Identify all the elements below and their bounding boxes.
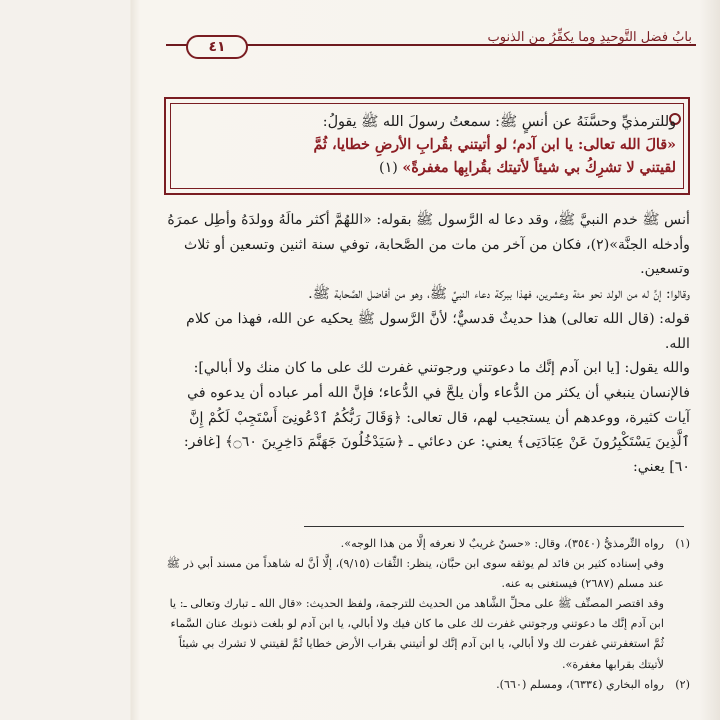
paragraph: أنس ﷺ خدم النبيَّ ﷺ، وقد دعا له الرَّسول ﷺ بقوله: «اللهُمَّ أكثر مالَهُ وولدَهُ وأطِل عمرَهُ وأدخله الجنَّة»(٢)، فكان من آخر من مات من الصَّحابة، توفي سنة اثنين وتسعين أو ثلاث وتسعين.	[167, 212, 690, 278]
paragraph: وقالوا: إنَّ له من الولد نحو مئة وعشرين، فهذا ببركة دعاء النبيِّ ﷺ، وهو من أفاضل الصَّحابة ﷺ.	[308, 286, 690, 303]
paragraph: والله يقول: [يا ابن آدم إنَّك ما دعوتني ورجوتني غفرت لك على ما كان منك ولا أبالي]: فالإنسان ينبغي أن يكثر من الدُّعاء وأن يلحَّ في الدُّعاء؛ فإنَّ الله أمر عباده أن يدعوه في آيات كثيرة، ووعدهم أن يستجيب لهم، قال تعالى: ﴿وَقَالَ رَبُّكُمُ ٱدْعُونِىٓ أَسْتَجِبْ لَكُمْ إِنَّ ٱلَّذِينَ يَسْتَكْبِرُونَ عَنْ عِبَادَتِى﴾ يعني: عن دعائي ـ ﴿سَيَدْخُلُونَ جَهَنَّمَ دَاخِرِينَ ۝٦٠﴾ [غافر: ٦٠] يعني:	[183, 360, 690, 476]
footnote-separator	[304, 526, 684, 527]
commentary-body	[166, 208, 690, 480]
footnote: وفي إسناده كثير بن فائد لم يوثقه سوى ابن حبَّان، ينظر: الثِّقات (٩/١٥)، إلَّا أنَّ له شاهداً من مسند أبي ذر ﷺ عند مسلم (٢٦٨٧) فيستغنى به عنه.	[166, 557, 664, 591]
footnote: وقد اقتصر المصنِّف ﷺ على محلِّ الشَّاهد من الحديث للترجمة، ولفظ الحديث: «قال الله ـ تبارك وتعالى ـ: يا ابن آدم إنَّك ما دعوتني ورجوتني غفرت لك على ما كان فيك ولا أبالي، يا ابن آدم لو بلغت ذنوبك عنان السَّماء ثُمَّ استغفرتني غفرت لك ولا أبالي، يا ابن آدم إنَّك لو أتيتني بقراب الأرض خطايا ثُمَّ لقيتني لا تشرك بي شيئاً لأتيتك بقرابها مغفرة».	[169, 597, 664, 671]
footnotes	[158, 534, 690, 695]
footnote-number: (٢)	[675, 677, 690, 691]
hadith-line	[178, 157, 676, 180]
hadith-line-text: وللترمذيِّ وحسَّنَهُ عن أنسٍ ﷺ: سمعتُ رسولَ الله ﷺ يقولُ:	[322, 114, 676, 130]
hadith-line	[178, 134, 676, 157]
hadith-quote-text: لقيتني لا تشرِكُ بي شيئاً لأتيتك بقُرابِها مغفرةً»	[402, 160, 676, 176]
chapter-title: بابُ فضلِ التَّوحيدِ وما يكفِّرُ من الذنوبِ	[487, 30, 692, 45]
hadith-box	[164, 97, 690, 195]
book-page	[128, 0, 710, 720]
footnote-ref: (١)	[378, 160, 398, 176]
paragraph: قوله: (قال الله تعالى) هذا حديثٌ قدسيٌّ؛ لأنَّ الرَّسول ﷺ يحكيه عن الله، فهذا من كلام الله.	[186, 310, 690, 352]
footnote-text: رواه التِّرمذيُّ (٣٥٤٠)، وقال: «حسنٌ غريبٌ لا نعرفه إلَّا من هذا الوجه».	[340, 537, 664, 550]
hadith-text	[178, 111, 676, 180]
footnote	[158, 675, 690, 695]
hadith-line	[178, 111, 676, 134]
hadith-quote-text: «قالَ الله تعالى: يا ابن آدم؛ لو أتيتني بقُرابِ الأرضِ خطايا، ثُمَّ	[313, 137, 676, 153]
page-number: ٤١	[186, 35, 248, 59]
footnote-number: (١)	[675, 537, 690, 550]
footnote-text: رواه البخاري (٦٣٣٤)، ومسلم (٦٦٠).	[496, 677, 664, 691]
footnote	[158, 534, 690, 554]
